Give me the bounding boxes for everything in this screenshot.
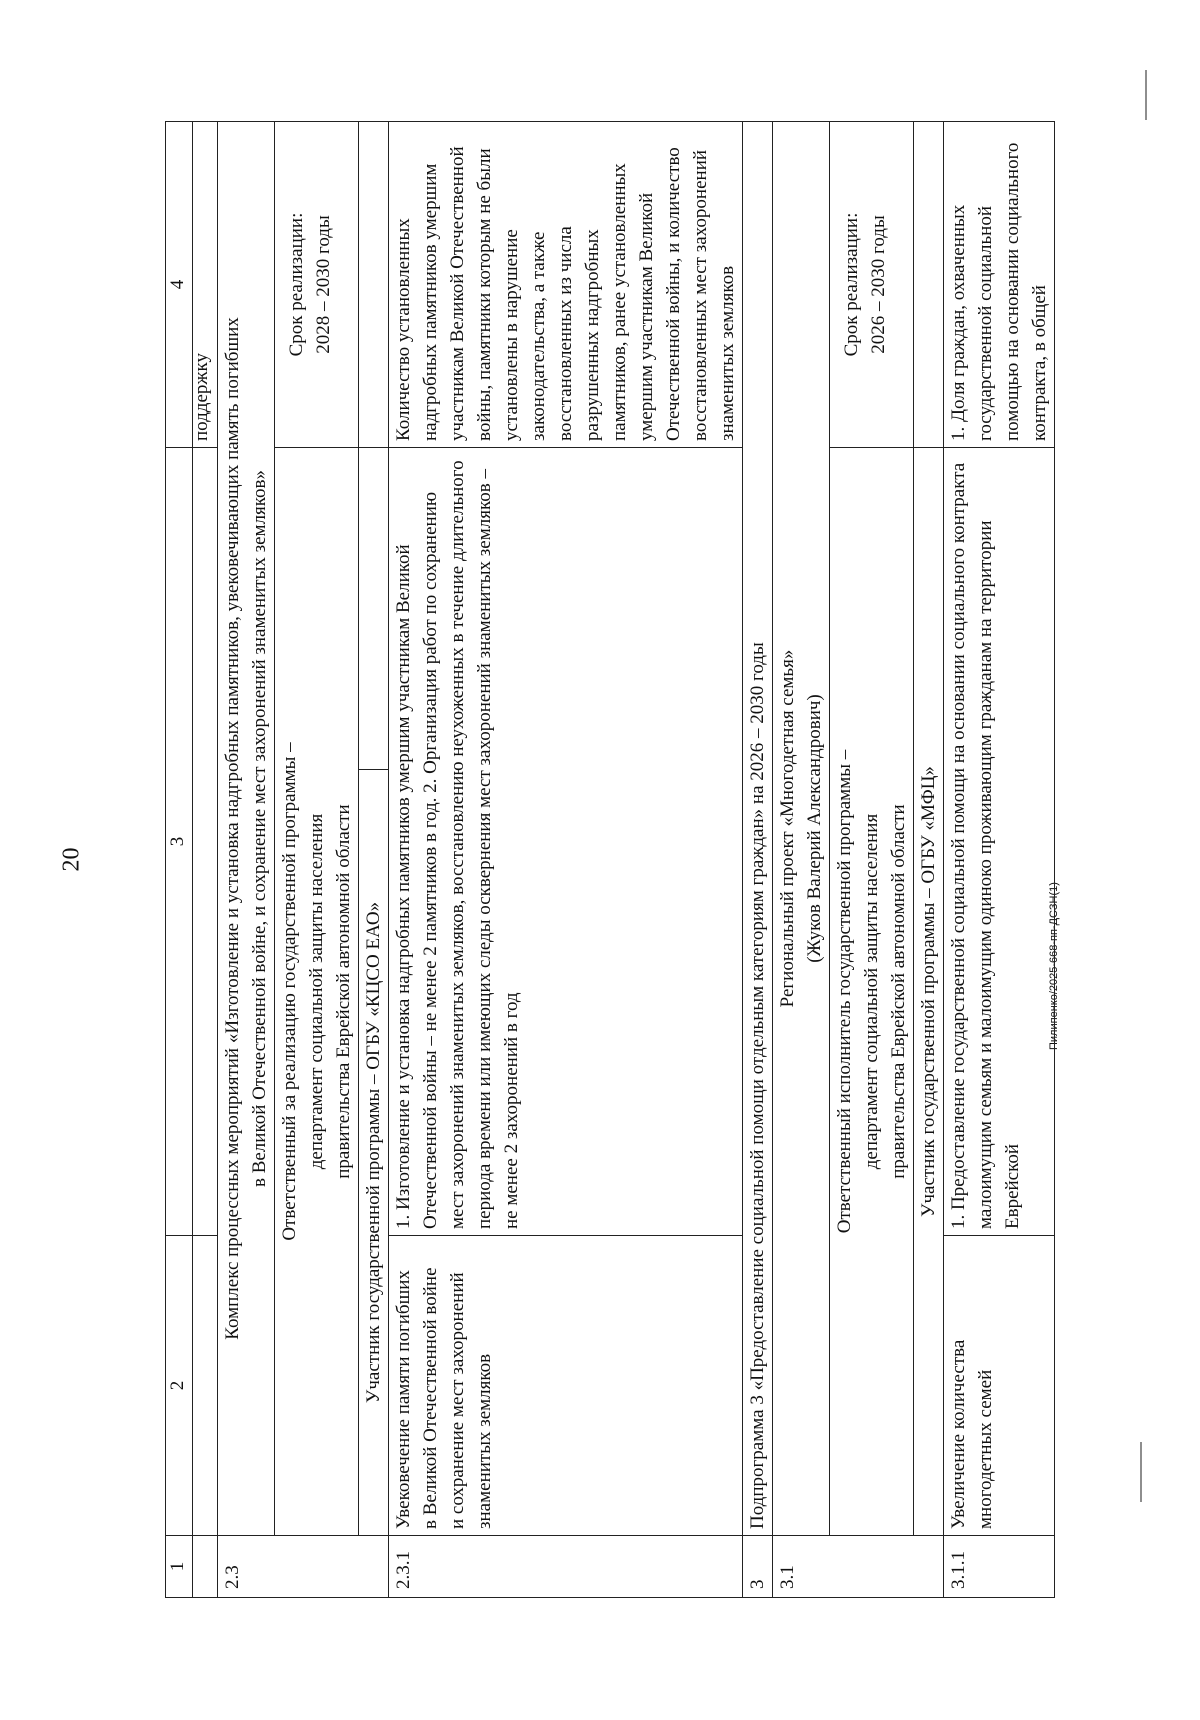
table-row — [743, 122, 773, 1598]
term-cell: Срок реализации: 2028 – 2030 годы — [275, 122, 359, 448]
table-row — [830, 122, 914, 1598]
column-header-4: 4 — [166, 122, 193, 448]
row-number: 2.3.1 — [389, 1536, 743, 1598]
task-cell: Увеличение количества многодетных семей — [944, 1236, 1055, 1536]
indicator-cell: Количество установленных надгробных памятников умершим участникам Великой Отечественной войны, памятники которым не были установлены в нарушение законодательства, а также восстановленных из числа разрушенных надгробных памятников, ранее установленных умершим участникам Великой Отечественной войны, и количество восстановленных мест захоронений знаменитых земляков — [389, 122, 743, 448]
continuation-cell: поддержку — [193, 122, 218, 448]
column-header-2: 2 — [166, 1236, 193, 1536]
section-title: Комплекс процессных мероприятий «Изготовление и установка надгробных памятников, увековечивающих память погибших в Великой Отечественной войне, и сохранение мест захоронений знаменитых земляков» — [218, 122, 275, 1536]
document-code: Пилипенко/2025-668-пп-ДСЗН(1) — [1048, 882, 1060, 1050]
responsible-cell: Ответственный за реализацию государственной программы – департамент социальной защиты населения правительства Еврейской автономной области — [275, 448, 359, 1536]
header-row — [166, 122, 193, 1598]
table-row — [389, 122, 743, 1598]
program-table — [165, 121, 1055, 1598]
table-row — [914, 122, 944, 1598]
result-cell: 1. Предоставление государственной социальной помощи на основании социального контракта малоимущим семьям и малоимущим одиноко проживающим гражданам на территории Еврейской — [944, 448, 1055, 1236]
scan-mark — [1145, 70, 1147, 120]
responsible-cell: Ответственный исполнитель государственной программы – департамент социальной защиты населения правительства Еврейской автономной области — [830, 448, 914, 1536]
indicator-cell: 1. Доля граждан, охваченных государственной социальной помощью на основании социального контракта, в общей — [944, 122, 1055, 448]
scan-mark — [1140, 1442, 1142, 1502]
participant-text: Участник государственной программы – ОГБУ «КЦСО ЕАО» — [363, 901, 384, 1404]
row-number: 2.3 — [218, 1536, 389, 1598]
continuation-row — [193, 122, 218, 1598]
table-row — [218, 122, 275, 1598]
result-cell: 1. Изготовление и установка надгробных памятников умершим участникам Великой Отечественной войны – не менее 2 памятников в год. 2. Организация работ по сохранению мест захоронений знаменитых земляков, восстановлению неухоженных в течение длительного периода времени или имеющих следы осквернения мест захоронений знаменитых земляков – не менее 2 захоронений в год — [389, 448, 743, 1236]
table-row — [773, 122, 830, 1598]
row-number: 3.1 — [773, 1536, 944, 1598]
program-table-sheet — [165, 122, 1050, 1598]
participant-text: Участник государственной программы – ОГБУ «МФЦ» — [918, 766, 939, 1217]
task-cell: Увековечение памяти погибших в Великой Отечественной войне и сохранение мест захоронений знаменитых земляков — [389, 1236, 743, 1536]
page-number: 20 — [58, 847, 85, 872]
row-number: 3.1.1 — [944, 1536, 1055, 1598]
project-title: Региональный проект «Многодетная семья» (Жуков Валерий Александрович) — [773, 122, 830, 1536]
table-row — [359, 122, 389, 1598]
column-header-3: 3 — [166, 448, 193, 1236]
column-header-1: 1 — [166, 1536, 193, 1598]
table-row — [944, 122, 1055, 1598]
subprogram-title: Подпрограмма 3 «Предоставление социальной помощи отдельным категориям граждан» на 2026 – 2030 годы — [743, 122, 773, 1536]
row-number: 3 — [743, 1536, 773, 1598]
table-row — [275, 122, 359, 1598]
term-cell: Срок реализации: 2026 – 2030 годы — [830, 122, 914, 448]
